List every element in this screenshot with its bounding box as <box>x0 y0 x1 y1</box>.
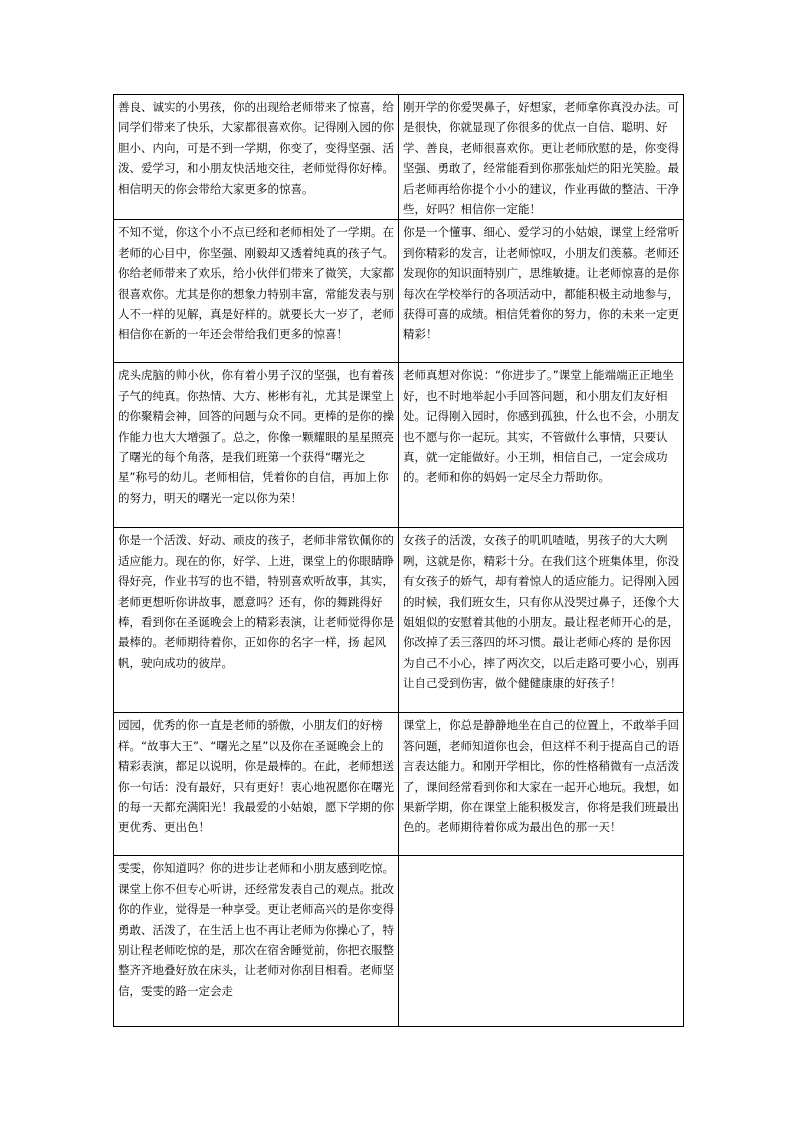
table-row <box>114 363 684 528</box>
comment-cell: 不知不觉，你这个小不点已经和老师相处了一学期。在老师的心目中，你坚强、刚毅却又透着纯真的孩子气。你给老师带来了欢乐，给小伙伴们带来了微笑，大家都很喜欢你。尤其是你的想象力特别丰富，常能发表与别人不一样的见解，真是好样的。就要长大一岁了，老师相信你在新的一年还会带给我们更多的惊喜！ <box>114 220 399 363</box>
table-row <box>114 528 684 713</box>
table-row <box>114 856 684 1027</box>
comment-cell: 女孩子的活泼，女孩子的叽叽喳喳，男孩子的大大咧咧，这就是你，精彩十分。在我们这个班集体里，你没有女孩子的娇气，却有着惊人的适应能力。记得刚入园的时候，我们班女生，只有你从没哭过鼻子，还像个大姐姐似的安慰着其他的小朋友。最让程老师开心的是，你改掉了丢三落四的坏习惯。最让老师心疼的 是你因为自己不小心，摔了两次交，以后走路可要小心，别再让自己受到伤害，做个健健康康的好孩子！ <box>399 528 684 713</box>
empty-cell <box>399 856 684 1027</box>
comment-cell: 善良、诚实的小男孩，你的出现给老师带来了惊喜，给同学们带来了快乐，大家都很喜欢你。记得刚入园的你胆小、内向，可是不到一学期，你变了，变得坚强、活泼、爱学习，和小朋友快活地交往，老师觉得你好棒。相信明天的你会带给大家更多的惊喜。 <box>114 95 399 220</box>
comment-cell: 园园，优秀的你一直是老师的骄傲，小朋友们的好榜样。“故事大王”、“曙光之星”以及你在圣诞晚会上的精彩表演，都足以说明，你是最棒的。在此，老师想送你一句话：没有最好，只有更好！衷心地祝愿你在曙光的每一天都充满阳光！我最爱的小姑娘，愿下学期的你更优秀、更出色！ <box>114 713 399 856</box>
comment-cell: 你是一个懂事、细心、爱学习的小姑娘，课堂上经常听到你精彩的发言，让老师惊叹，小朋友们羡慕。老师还发现你的知识面特别广，思维敏捷。让老师惊喜的是你每次在学校举行的各项活动中，都能积极主动地参与，获得可喜的成绩。相信凭着你的努力，你的未来一定更精彩！ <box>399 220 684 363</box>
comment-text: 雯雯，你知道吗？你的进步让老师和小朋友感到吃惊。课堂上你不但专心听讲，还经常发表自己的观点。批改你的作业，觉得是一种享受。更让老师高兴的是你变得勇敢、活泼了，在生活上也不再让老师为你操心了，特别让程老师吃惊的是，那次在宿舍睡觉前，你把衣服整整齐齐地叠好放在床头，让老师对你刮目相看。老师坚信，雯雯的路一定会走 <box>118 861 394 998</box>
comment-cell: 虎头虎脑的帅小伙，你有着小男子汉的坚强，也有着孩子气的纯真。你热情、大方、彬彬有礼，尤其是课堂上的你聚精会神，回答的问题与众不同。更棒的是你的操作能力也大大增强了。总之，你像一颗耀眼的星星照亮了曙光的每个角落，是我们班第一个获得“曙光之星”称号的幼儿。老师相信，凭着你的自信，再加上你的努力，明天的曙光一定以你为荣！ <box>114 363 399 528</box>
comment-cell: 课堂上，你总是静静地坐在自己的位置上，不敢举手回答问题，老师知道你也会，但这样不利于提高自己的语言表达能力。和刚开学相比，你的性格稍微有一点活泼了，课间经常看到你和大家在一起开心地玩。我想，如果新学期，你在课堂上能积极发言，你将是我们班最出色的。老师期待着你成为最出色的那一天！ <box>399 713 684 856</box>
table-row <box>114 713 684 856</box>
comment-cell: 老师真想对你说：“你进步了。”课堂上能端端正正地坐好，也不时地举起小手回答问题，和小朋友们友好相处。记得刚入园时，你感到孤独，什么也不会，小朋友也不愿与你一起玩。其实，不管做什么事情，只要认真，就一定能做好。小王圳，相信自己，一定会成功的。老师和你的妈妈一定尽全力帮助你。 <box>399 363 684 528</box>
table-row <box>114 95 684 220</box>
comment-cell: 刚开学的你爱哭鼻子，好想家，老师拿你真没办法。可是很快，你就显现了你很多的优点一自信、聪明、好学、善良，老师很喜欢你。更让老师欣慰的是，你变得坚强、勇敢了，经常能看到你那张灿烂的阳光笑脸。最后老师再给你提个小小的建议，作业再做的整洁、干净些，好吗？相信你一定能！ <box>399 95 684 220</box>
comments-table <box>113 94 684 1027</box>
comment-cell: 你是一个活泼、好动、顽皮的孩子，老师非常钦佩你的适应能力。现在的你，好学、上进，课堂上的你眼睛睁得好亮，作业书写的也不错，特别喜欢听故事，其实，老师更想听你讲故事，愿意吗？还有，你的舞跳得好棒，看到你在圣诞晚会上的精彩表演，让老师觉得你是最棒的。老师期待着你，正如你的名字一样，扬 起风帆，驶向成功的彼岸。 <box>114 528 399 713</box>
comment-cell <box>114 856 399 1027</box>
table-row <box>114 220 684 363</box>
